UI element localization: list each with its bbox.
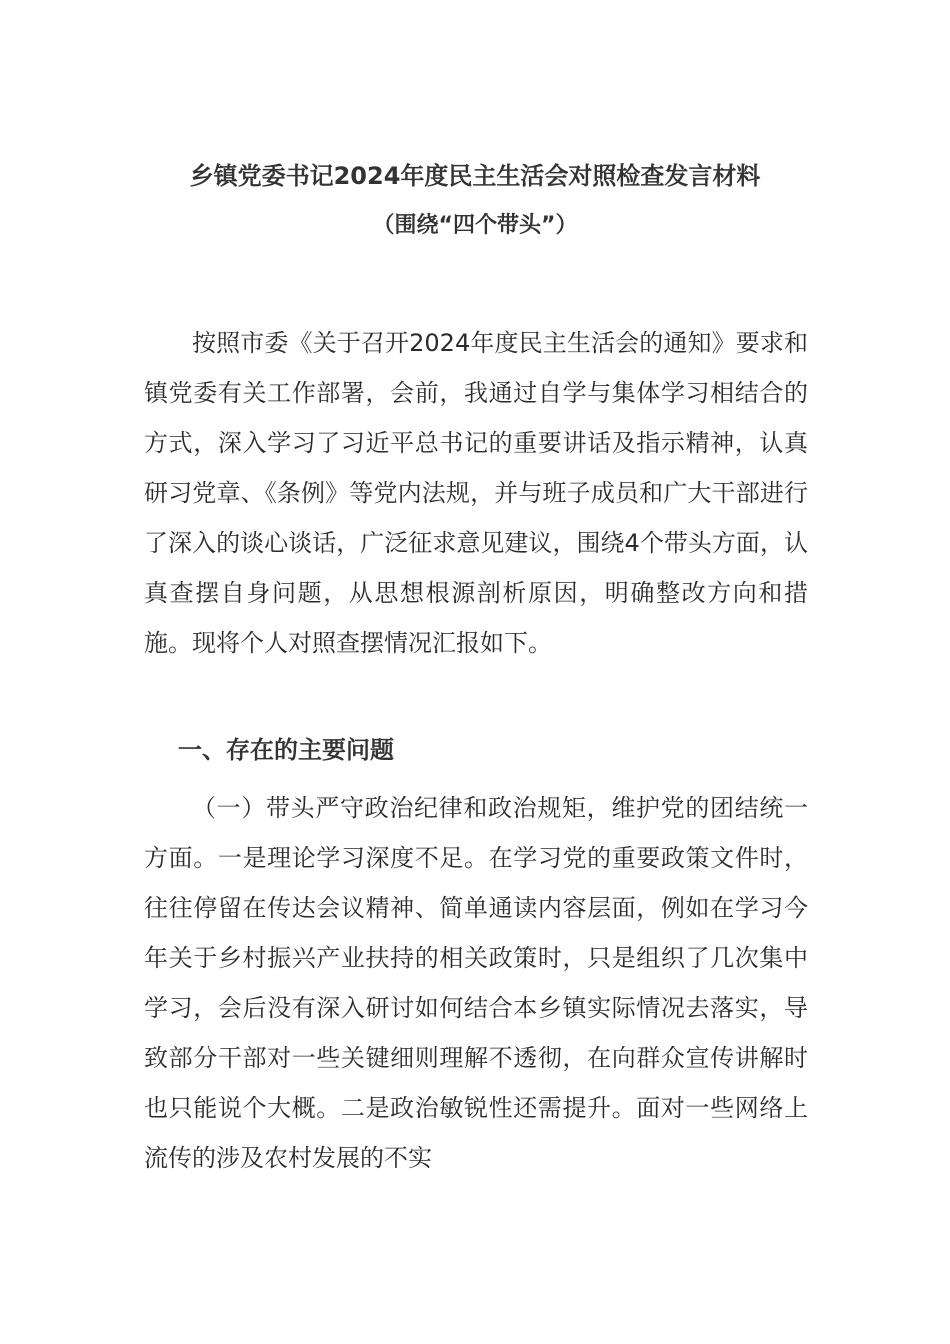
document-title: 乡镇党委书记2024年度民主生活会对照检查发言材料 <box>189 162 761 190</box>
section-heading: 一、存在的主要问题 <box>178 736 394 764</box>
document-subtitle: （围绕“四个带头”） <box>372 213 578 238</box>
section-paragraph: （一）带头严守政治纪律和政治规矩，维护党的团结统一方面。一是理论学习深度不足。在学习党的重要政策文件时，往往停留在传达会议精神、简单通读内容层面，例如在学习今年关于乡村振兴产业扶持的相关政策时，只是组织了几次集中学习，会后没有深入研讨如何结合本乡镇实际情况去落实，导致部分干部对一些关键细则理解不透彻，在向群众宣传讲解时也只能说个大概。二是政治敏锐性还需提升。面对一些网络上流传的涉及农村发展的不实 <box>144 794 808 1172</box>
intro-paragraph-block <box>144 318 808 668</box>
intro-paragraph: 按照市委《关于召开2024年度民主生活会的通知》要求和镇党委有关工作部署，会前，我通过自学与集体学习相结合的方式，深入学习了习近平总书记的重要讲话及指示精神，认真研习党章、《条例》等党内法规，并与班子成员和广大干部进行了深入的谈心谈话，广泛征求意见建议，围绕4个带头方面，认真查摆自身问题，从思想根源剖析原因，明确整改方向和措施。现将个人对照查摆情况汇报如下。 <box>144 329 808 657</box>
section-paragraph-block <box>144 783 808 1183</box>
